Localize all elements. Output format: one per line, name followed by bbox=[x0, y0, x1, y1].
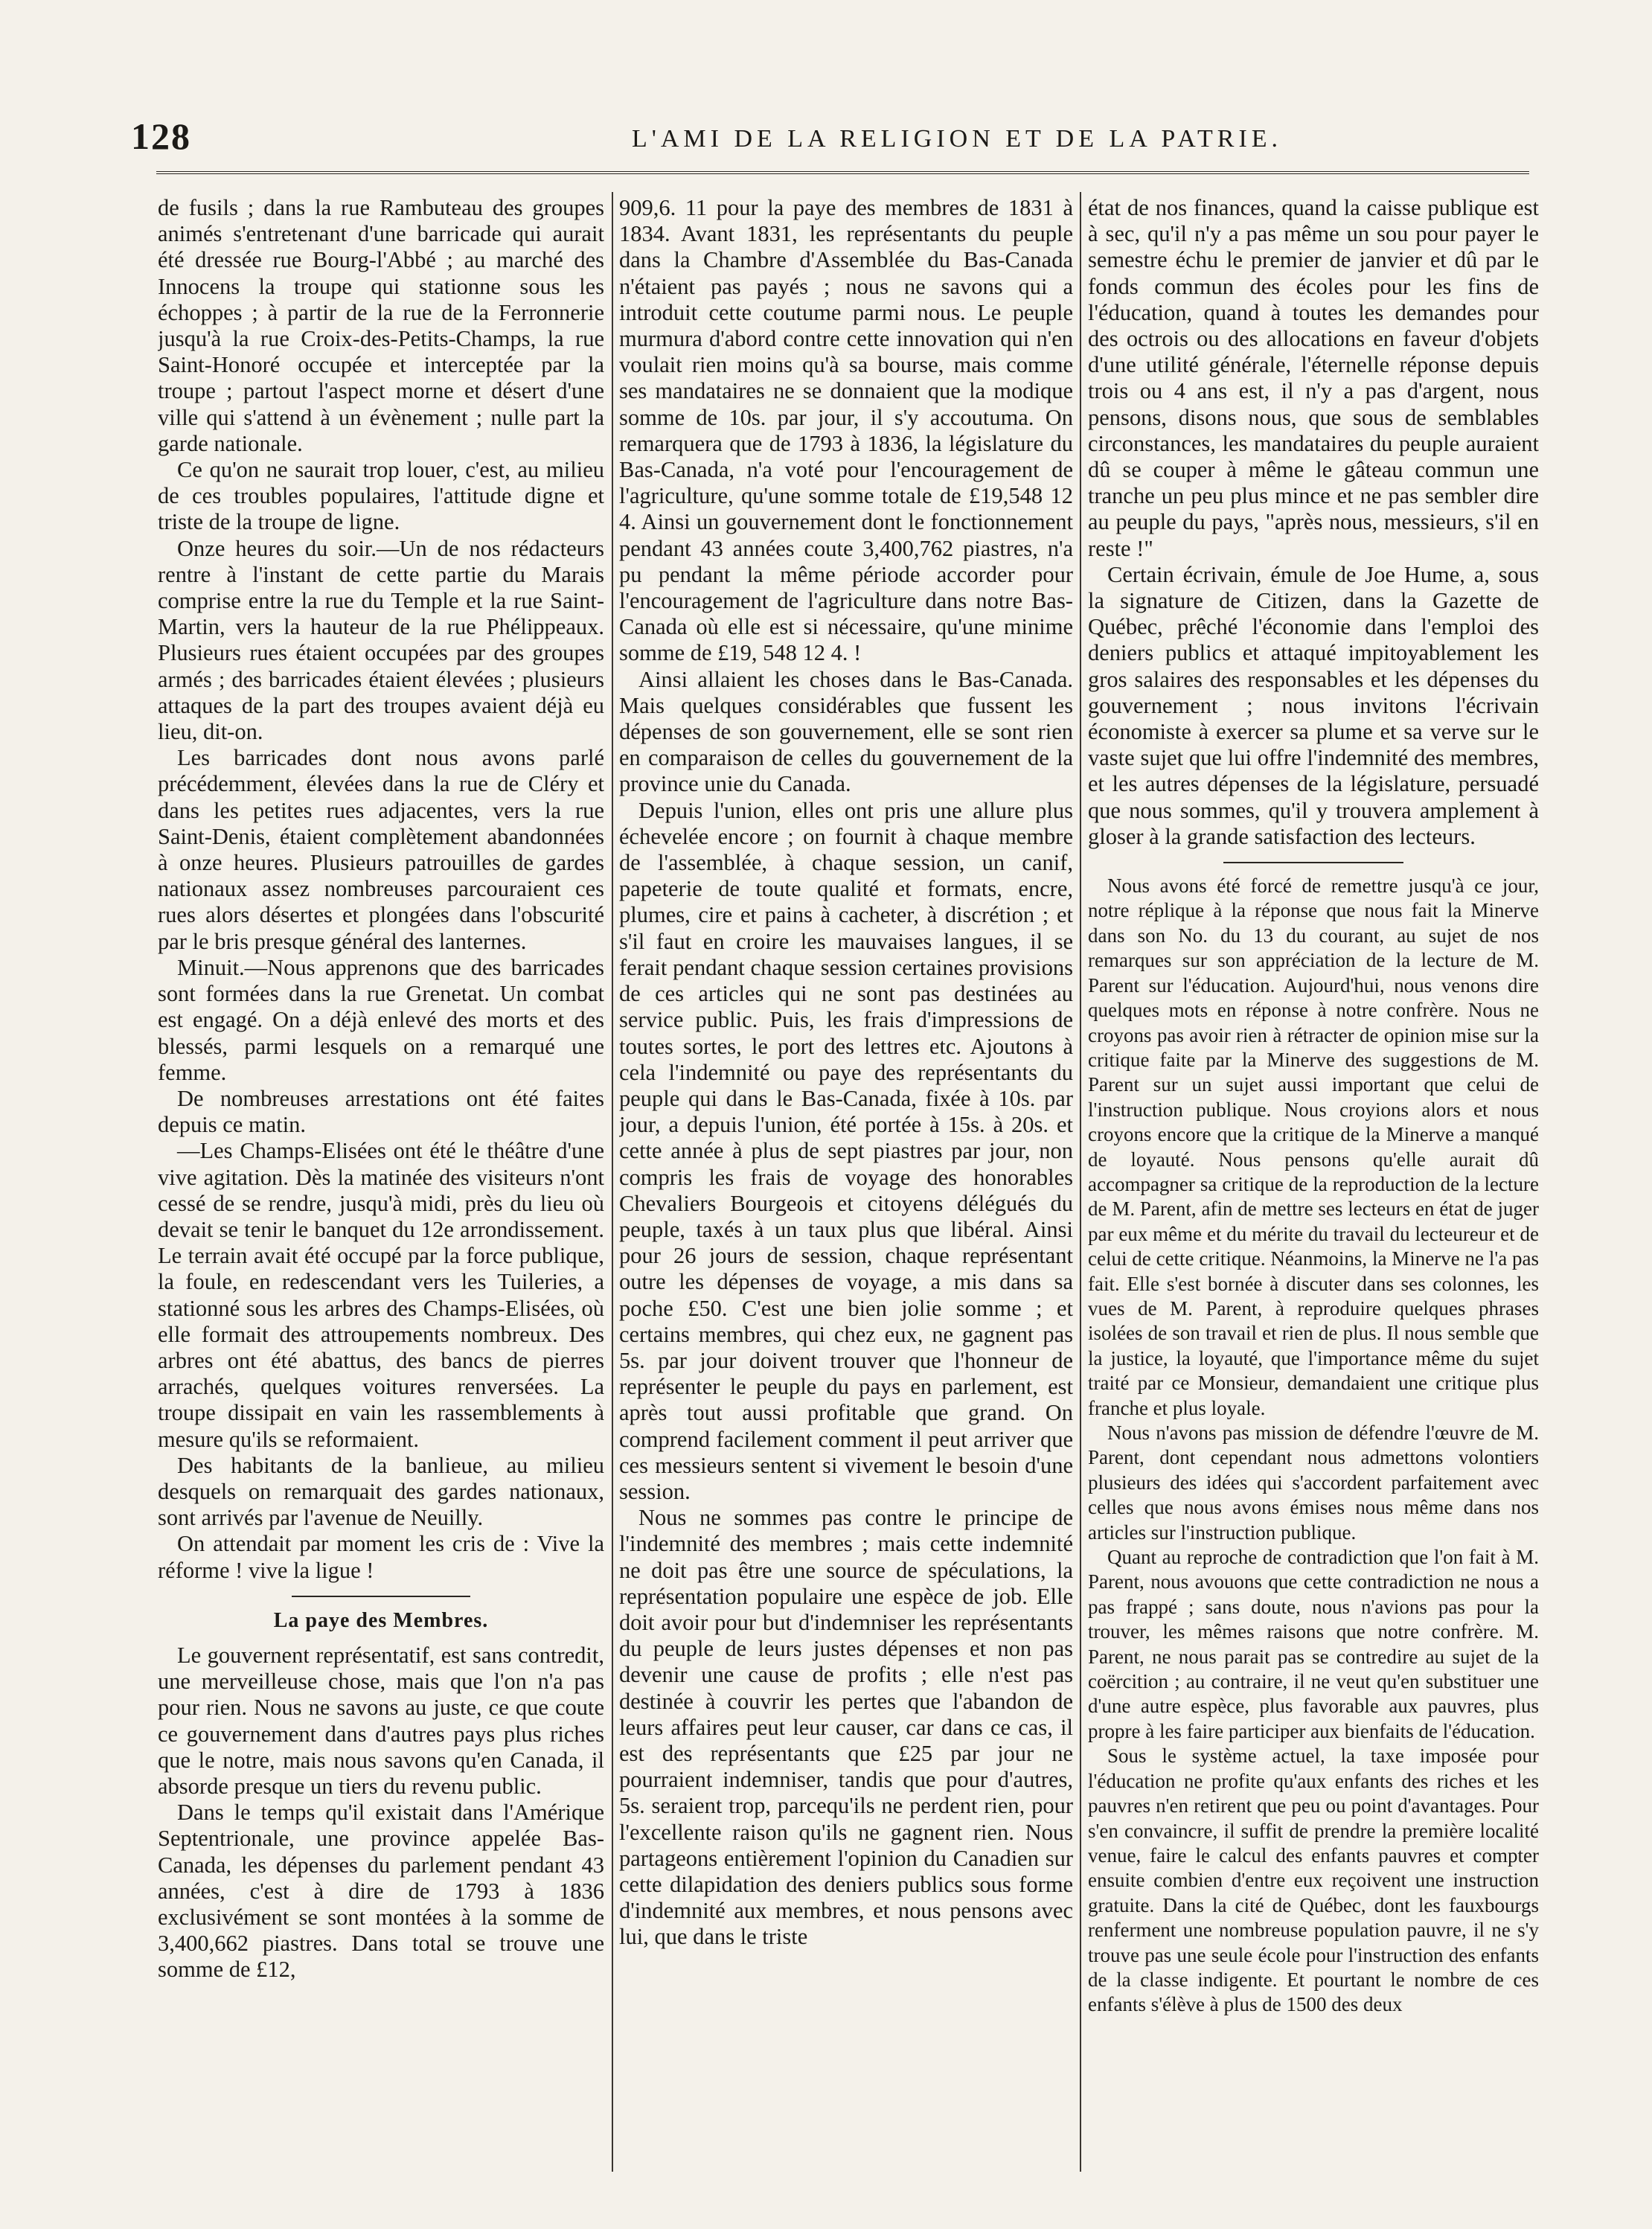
section-separator bbox=[1223, 862, 1403, 863]
paragraph: état de nos finances, quand la caisse publique est à sec, qu'il n'y a pas même un sou pour payer le semestre échu le premier de janvier et dû par le fonds commun des écoles pour les fins de l'éducation, quand à toutes les demandes pour des octrois ou des allocations en faveur d'objets d'une utilité générale, l'éternelle réponse depuis trois ou 4 ans est, il n'y a pas d'argent, nous pensons, disons nous, que sous de semblables circonstances, les mandataires du peuple auraient dû se couper à même le gâteau commun une tranche un peu plus mince et ne pas sembler dire au peuple du pays, "après nous, messieurs, s'il en reste !" bbox=[1088, 195, 1539, 561]
page-number: 128 bbox=[131, 115, 191, 157]
paragraph: Les barricades dont nous avons parlé précédemment, élevées dans la rue de Cléry et dans les petites rues adjacentes, vers la rue Saint-Denis, étaient complètement abandonnées à onze heures. Plusieurs patrouilles de gardes nationaux assez nombreuses parcouraient ces rues alors désertes et plongées dans l'obscurité par le bris presque général des lanternes. bbox=[158, 745, 604, 954]
paragraph: —Les Champs-Elisées ont été le théâtre d'une vive agitation. Dès la matinée des visiteurs n'ont cessé de se rendre, jusqu'à midi, près du lieu où devait se tenir le banquet du 12e arrondissement. Le terrain avait été occupé par la force publique, la foule, en redescendant vers les Tuileries, a stationné sous les arbres des Champs-Elisées, où elle formait des attroupements nombreux. Des arbres ont été abattus, des bancs de pierres arrachés, quelques voitures renversées. La troupe dissipait en vain les rassemblements à mesure qu'ils se reformaient. bbox=[158, 1138, 604, 1452]
paragraph: Des habitants de la banlieue, au milieu desquels on remarquait des gardes nationaux, sont arrivés par l'avenue de Neuilly. bbox=[158, 1452, 604, 1531]
section-title: La paye des Membres. bbox=[273, 1608, 489, 1632]
note-paragraph: Sous le système actuel, la taxe imposée pour l'éducation ne profite qu'aux enfants des riches et les pauvres n'en retirent que peu ou point d'avantages. Pour s'en convaincre, il suffit de prendre la première localité venue, faire le calcul des enfants pauvres et compter ensuite combien d'entre eux reçoivent une instruction gratuite. Dans la cité de Québec, dont les fauxbourgs renferment une nombreuse population pauvre, il ne s'y trouve pas une seule école pour l'instruction des enfants de la classe indigente. Et pourtant le nombre de ces enfants s'élève à plus de 1500 des deux bbox=[1088, 1744, 1539, 2016]
paragraph: 909,6. 11 pour la paye des membres de 1831 à 1834. Avant 1831, les représentants du peuple dans la Chambre d'Assemblée du Bas-Canada n'étaient pas payés ; nous ne savons qui a introduit cette coutume parmi nous. Le peuple murmura d'abord contre cette innovation qui n'en voulait rien moins qu'à sa bourse, mais comme ses mandataires ne se donnaient que la modique somme de 10s. par jour, il s'y accoutuma. On remarquera que de 1793 à 1836, la législature du Bas-Canada, n'a voté pour l'encouragement de l'agriculture, qu'une somme totale de £19,548 12 4. Ainsi un gouvernement dont le fonctionnement pendant 43 années coute 3,400,762 piastres, n'a pu pendant la même période accorder pour l'encouragement de l'agriculture dans notre Bas-Canada où elle est si nécessaire, qu'une minime somme de £19, 548 12 4. ! bbox=[619, 195, 1073, 666]
column-divider bbox=[1080, 192, 1081, 2172]
column-2 bbox=[619, 195, 1073, 2204]
paragraph: Dans le temps qu'il existait dans l'Amérique Septentrionale, une province appelée Bas-Canada, les dépenses du parlement pendant 43 années, c'est à dire de 1793 à 1836 exclusivément se sont montées à la somme de 3,400,662 piastres. Dans total se trouve une somme de £12, bbox=[158, 1800, 604, 1983]
column-1 bbox=[158, 195, 604, 2204]
note-paragraph: Nous avons été forcé de remettre jusqu'à ce jour, notre réplique à la réponse que nous fait la Minerve dans son No. du 13 du courant, au sujet de nos remarques sur son appréciation de la lecture de M. Parent sur l'éducation. Aujourd'hui, nous venons dire quelques mots en réponse à notre confrère. Nous ne croyons pas avoir rien à rétracter de opinion mise sur la critique faite par la Minerve des suggestions de M. Parent sur un sujet aussi important que celui de l'instruction publique. Nous croyions alors et nous croyons encore que la critique de la Minerve a manqué de loyauté. Nous pensons qu'elle aurait dû accompagner sa critique de la reproduction de la lecture de M. Parent, afin de mettre ses lecteurs en état de juger par eux même et du mérite du travail du lecteureur et de celui de cette critique. Néanmoins, la Minerve ne l'a pas fait. Elle s'est bornée à discuter dans ses colonnes, les vues de M. Parent, à reproduire quelques phrases isolées de son travail et rien de plus. Il nous semble que la justice, la loyauté, que l'importance même du sujet traité par ce Monsieur, demandaient une critique plus franche et plus loyale. bbox=[1088, 874, 1539, 1419]
section-separator bbox=[292, 1596, 470, 1597]
paragraph: Certain écrivain, émule de Joe Hume, a, sous la signature de Citizen, dans la Gazette de Québec, prêché l'économie dans l'emploi des deniers publics et attaqué impitoyablement les gros salaires des responsables et les dépenses du gouvernement ; nous invitons l'écrivain économiste à exercer sa plume et sa verve sur le vaste sujet que lui offre l'indemnité des membres, et les autres dépenses de la législature, persuadé que nous sommes, qu'il y trouvera amplement à gloser à la grande satisfaction des lecteurs. bbox=[1088, 561, 1539, 849]
paragraph: Le gouvernent représentatif, est sans contredit, une merveilleuse chose, mais que l'on n'a pas pour rien. Nous ne savons au juste, ce que coute ce gouvernement dans d'autres pays plus riches que le notre, mais nous savons qu'en Canada, il absorde presque un tiers du revenu public. bbox=[158, 1642, 604, 1799]
paragraph: Depuis l'union, elles ont pris une allure plus échevelée encore ; on fournit à chaque membre de l'assemblée, à chaque session, un canif, papeterie de toute qualité et formats, encre, plumes, cire et pains à cacheter, à discrétion ; et s'il faut en croire les mauvaises langues, il se ferait pendant chaque session certaines provisions de ces articles qui ne sont pas destinées au service public. Puis, les frais d'impressions de toutes sortes, le port des lettres etc. Ajoutons à cela l'indemnité ou paye des représentants du peuple qui dans le Bas-Canada, fixée à 10s. par jour, a depuis l'union, été portée à 15s. à 20s. et cette année à plus de sept piastres par jour, non compris les frais de voyage des honorables Chevaliers Bourgeois et citoyens délégués du peuple, taxés à un taux plus que libéral. Ainsi pour 26 jours de session, chaque représentant outre les dépenses de voyage, a mis dans sa poche £50. C'est une bien jolie somme ; et certains membres, qui chez eux, ne gagnent pas 5s. par jour doivent trouver que l'honneur de représenter le peuple du pays en parlement, est après tout aussi profitable que grand. On comprend facilement comment il peut arriver que ces messieurs sentent si vivement le besoin d'une session. bbox=[619, 797, 1073, 1504]
header-rule bbox=[156, 171, 1529, 174]
note-paragraph: Nous n'avons pas mission de défendre l'œuvre de M. Parent, dont cependant nous admettons volontiers plusieurs des idées qui s'accordent parfaitement avec celles que nous avons émises nous même dans nos articles sur l'instruction publique. bbox=[1088, 1421, 1539, 1544]
column-divider bbox=[612, 192, 613, 2172]
paragraph: Nous ne sommes pas contre le principe de l'indemnité des membres ; mais cette indemnité ne doit pas être une source de spéculations, la représentation populaire une espèce de job. Elle doit avoir pour but d'indemniser les représentants du peuple de leurs justes dépenses et non pas devenir une cause de profits ; elle n'est pas destinée à couvrir les pertes que l'abandon de leurs affaires peut leur causer, car dans ce cas, il est des représentants que £25 par jour ne pourraient indemniser, tandis que pour d'autres, 5s. seraient trop, parcequ'ils ne perdent rien, pour l'excellente raison qu'ils ne gagnent rien. Nous partageons entièrement l'opinion du Canadien sur cette dilapidation des deniers publics sous forme d'indemnité aux membres, et nous pensons avec lui, que dans le triste bbox=[619, 1505, 1073, 1950]
paragraph: de fusils ; dans la rue Rambuteau des groupes animés s'entretenant d'une barricade qui aurait été dressée rue Bourg-l'Abbé ; au marché des Innocens la troupe qui stationne sous les échoppes ; à partir de la rue de la Ferronnerie jusqu'à la rue Croix-des-Petits-Champs, la rue Saint-Honoré occupée et interceptée par la troupe ; partout l'aspect morne et désert d'une ville qui s'attend à un évènement ; nulle part la garde nationale. bbox=[158, 195, 604, 456]
paragraph: Minuit.—Nous apprenons que des barricades sont formées dans la rue Grenetat. Un combat est engagé. On a déjà enlevé des morts et des blessés, parmi lesquels on a remarqué une femme. bbox=[158, 954, 604, 1085]
paragraph: Onze heures du soir.—Un de nos rédacteurs rentre à l'instant de cette partie du Marais comprise entre la rue du Temple et la rue Saint-Martin, vers la hauteur de la rue Phélippeaux. Plusieurs rues étaient occupées par des groupes armés ; des barricades étaient élevées ; plusieurs attaques de la part des troupes avaient déjà eu lieu, dit-on. bbox=[158, 535, 604, 745]
running-title: L'AMI DE LA RELIGION ET DE LA PATRIE. bbox=[631, 125, 1283, 153]
column-3 bbox=[1088, 195, 1539, 2204]
paragraph: Ainsi allaient les choses dans le Bas-Canada. Mais quelques considérables que fussent les dépenses de son gouvernement, elle se sont rien en comparaison de celles du gouvernement de la province unie du Canada. bbox=[619, 666, 1073, 797]
paragraph: De nombreuses arrestations ont été faites depuis ce matin. bbox=[158, 1085, 604, 1138]
page-header bbox=[131, 112, 1530, 164]
note-paragraph: Quant au reproche de contradiction que l'on fait à M. Parent, nous avouons que cette contradiction ne nous a pas frappé ; sans doute, nous n'avions pas pour la trouver, les mêmes raisons que notre confrère. M. Parent, ne nous parait pas se contredire au sujet de la coërcition ; au contraire, il ne veut qu'en substituer une d'une autre espèce, plus favorable aux pauvres, plus propre à les faire participer aux bienfaits de l'éducation. bbox=[1088, 1546, 1539, 1742]
paragraph: On attendait par moment les cris de : Vive la réforme ! vive la ligue ! bbox=[158, 1531, 604, 1583]
paragraph: Ce qu'on ne saurait trop louer, c'est, au milieu de ces troubles populaires, l'attitude digne et triste de la troupe de ligne. bbox=[158, 457, 604, 535]
